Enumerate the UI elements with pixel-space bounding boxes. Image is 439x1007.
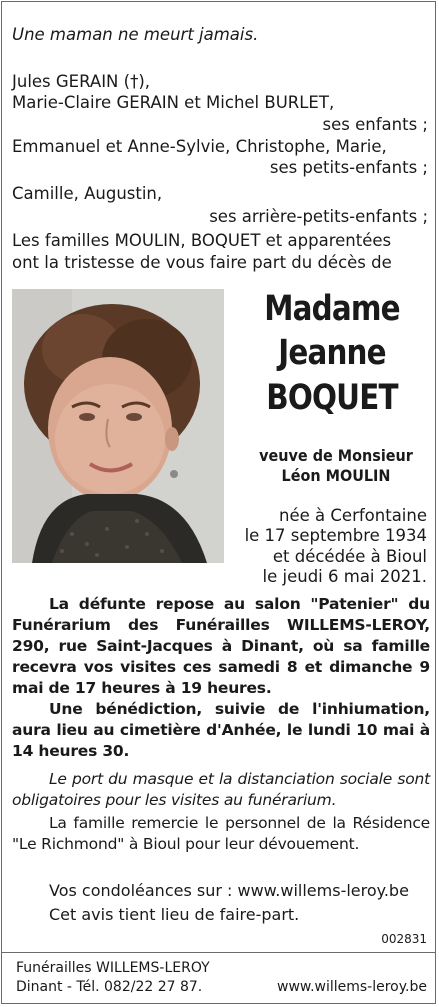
deceased-title: Madame bbox=[264, 289, 400, 329]
mask-notice: Le port du masque et la distanciation sociale sont obligatoires pour les visites au funérarium. bbox=[12, 770, 430, 809]
widow-of-line: veuve de Monsieur bbox=[259, 446, 413, 465]
deceased-first-name: Jeanne bbox=[278, 333, 386, 373]
family-relation: ses arrière-petits-enfants ; bbox=[209, 207, 428, 226]
spouse-name: Léon MOULIN bbox=[281, 466, 391, 485]
family-relation: ses petits-enfants ; bbox=[269, 158, 428, 177]
funeral-home-website: www.willems-leroy.be bbox=[277, 979, 427, 995]
deceased-last-name: BOQUET bbox=[266, 378, 398, 418]
death-date: le jeudi 6 mai 2021. bbox=[262, 567, 427, 586]
family-relation: ses enfants ; bbox=[322, 115, 428, 134]
footer-divider bbox=[2, 952, 435, 953]
birth-place: née à Cerfontaine bbox=[279, 506, 427, 525]
visitation-paragraph: La défunte repose au salon "Patenier" du Funérarium des Funérailles WILLEMS-LEROY, 290, rue Saint-Jacques à Dinant, où sa famille recevra vos visites ces samedi 8 et dimanche 9 mai de 17 heures à 19 heures. bbox=[12, 595, 430, 697]
ceremony-paragraph: Une bénédiction, suivie de l'inhiumation, aura lieu au cimetière d'Anhée, le lundi 10 mai à 14 heures 30. bbox=[12, 700, 430, 760]
family-line: Les familles MOULIN, BOQUET et apparentées bbox=[12, 231, 392, 250]
funeral-home-name: Funérailles WILLEMS-LEROY bbox=[16, 960, 210, 976]
family-line: Marie-Claire GERAIN et Michel BURLET, bbox=[12, 93, 335, 112]
family-line: Emmanuel et Anne-Sylvie, Christophe, Marie, bbox=[12, 137, 387, 156]
funeral-home-phone: Dinant - Tél. 082/22 27 87. bbox=[16, 979, 203, 995]
opening-quote: Une maman ne meurt jamais. bbox=[12, 25, 259, 44]
condolences-line: Vos condoléances sur : www.willems-leroy.be bbox=[49, 881, 409, 900]
death-place: et décédée à Bioul bbox=[272, 547, 427, 566]
family-line: Jules GERAIN (†), bbox=[12, 72, 151, 91]
reference-number: 002831 bbox=[381, 932, 427, 946]
announcement-line: ont la tristesse de vous faire part du décès de bbox=[12, 253, 392, 272]
portrait-photo bbox=[12, 289, 224, 563]
obituary-notice bbox=[1, 1, 436, 1004]
family-line: Camille, Augustin, bbox=[12, 184, 163, 203]
notice-line: Cet avis tient lieu de faire-part. bbox=[49, 905, 300, 924]
thanks-paragraph: La famille remercie le personnel de la Résidence "Le Richmond" à Bioul pour leur dévouement. bbox=[12, 814, 430, 853]
birth-date: le 17 septembre 1934 bbox=[244, 526, 427, 545]
